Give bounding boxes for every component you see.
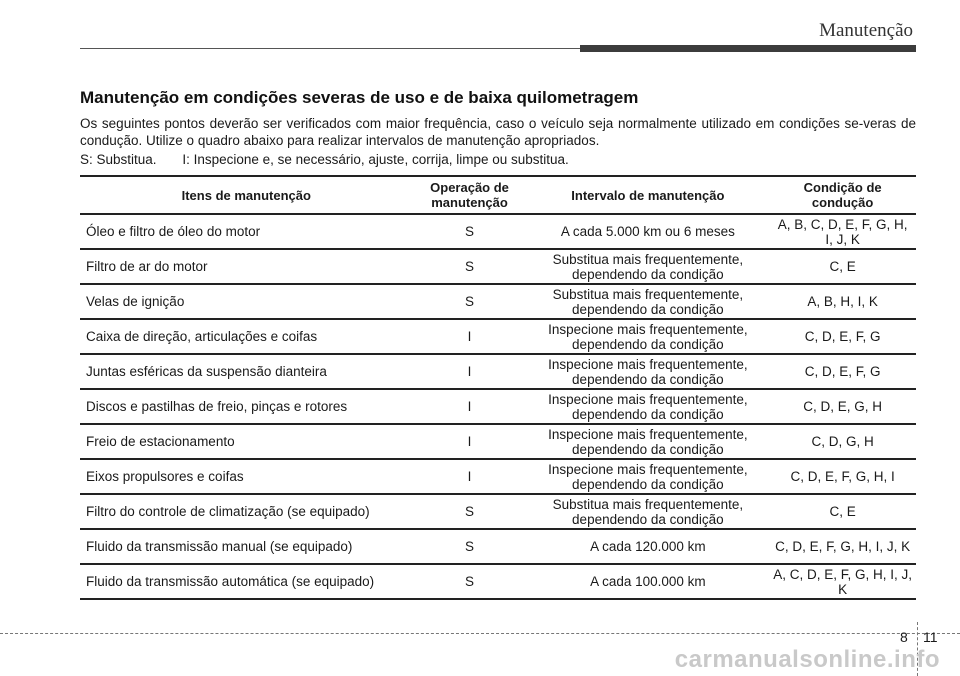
legend-substitute: S: Substitua. (80, 152, 157, 167)
cell-interval: Inspecione mais frequentemente, dependendo da condição (527, 389, 770, 424)
cell-operation: S (413, 494, 527, 529)
cell-condition: A, C, D, E, F, G, H, I, J, K (769, 564, 916, 599)
header-condition: Condição de condução (769, 176, 916, 214)
intro-paragraph: Os seguintes pontos deverão ser verificados com maior frequência, caso o veículo seja normalmente utilizado em condições se-veras de condução. Utilize o quadro abaixo para realizar intervalos de manutenção apropriados. (80, 116, 916, 148)
cell-interval: Inspecione mais frequentemente, dependendo da condição (527, 319, 770, 354)
cell-item: Eixos propulsores e coifas (80, 459, 413, 494)
cell-item: Fluido da transmissão automática (se equipado) (80, 564, 413, 599)
table-row (80, 389, 916, 424)
cell-operation: I (413, 319, 527, 354)
cell-interval: Substitua mais frequentemente, dependendo da condição (527, 249, 770, 284)
cell-condition: C, D, E, F, G (769, 319, 916, 354)
header-bar (580, 45, 916, 52)
cell-operation: S (413, 284, 527, 319)
table-row (80, 459, 916, 494)
cell-interval: Substitua mais frequentemente, dependendo da condição (527, 494, 770, 529)
header-rule (80, 48, 580, 49)
section-title: Manutenção em condições severas de uso e de baixa quilometragem (80, 88, 639, 107)
cell-operation: S (413, 564, 527, 599)
cell-item: Fluido da transmissão manual (se equipado) (80, 529, 413, 564)
table-row (80, 424, 916, 459)
cell-item: Velas de ignição (80, 284, 413, 319)
cell-condition: A, B, C, D, E, F, G, H, I, J, K (769, 214, 916, 249)
cell-interval: A cada 100.000 km (527, 564, 770, 599)
header-interval: Intervalo de manutenção (527, 176, 770, 214)
cell-operation: I (413, 389, 527, 424)
cell-condition: C, D, E, F, G, H, I, J, K (769, 529, 916, 564)
cell-operation: S (413, 529, 527, 564)
cell-condition: C, E (769, 249, 916, 284)
cell-interval: A cada 120.000 km (527, 529, 770, 564)
cell-condition: C, E (769, 494, 916, 529)
cell-interval: A cada 5.000 km ou 6 meses (527, 214, 770, 249)
cell-interval: Inspecione mais frequentemente, dependendo da condição (527, 424, 770, 459)
table-row (80, 284, 916, 319)
cell-condition: A, B, H, I, K (769, 284, 916, 319)
cell-operation: I (413, 459, 527, 494)
table-row (80, 564, 916, 599)
cell-condition: C, D, E, G, H (769, 389, 916, 424)
table-row (80, 494, 916, 529)
cell-item: Caixa de direção, articulações e coifas (80, 319, 413, 354)
section-content (80, 88, 916, 168)
cell-item: Filtro de ar do motor (80, 249, 413, 284)
cell-item: Filtro do controle de climatização (se equipado) (80, 494, 413, 529)
table-row (80, 249, 916, 284)
cell-condition: C, D, E, F, G (769, 354, 916, 389)
chapter-title: Manutenção (819, 20, 913, 41)
page-number: 11 (923, 629, 938, 645)
table-row (80, 354, 916, 389)
cell-condition: C, D, G, H (769, 424, 916, 459)
cell-item: Freio de estacionamento (80, 424, 413, 459)
header-operation: Operação de manutenção (413, 176, 527, 214)
cell-item: Discos e pastilhas de freio, pinças e rotores (80, 389, 413, 424)
maintenance-table (80, 175, 916, 600)
cell-operation: S (413, 249, 527, 284)
cell-condition: C, D, E, F, G, H, I (769, 459, 916, 494)
header-items: Itens de manutenção (80, 176, 413, 214)
cell-operation: I (413, 424, 527, 459)
cell-interval: Inspecione mais frequentemente, dependendo da condição (527, 459, 770, 494)
table-row (80, 319, 916, 354)
watermark: carmanualsonline.info (674, 646, 940, 673)
cell-item: Juntas esféricas da suspensão dianteira (80, 354, 413, 389)
legend-inspect: I: Inspecione e, se necessário, ajuste, corrija, limpe ou substitua. (182, 152, 569, 167)
cell-operation: S (413, 214, 527, 249)
table-header-row (80, 176, 916, 214)
cell-interval: Substitua mais frequentemente, dependendo da condição (527, 284, 770, 319)
legend (80, 151, 916, 168)
table-row (80, 529, 916, 564)
cell-interval: Inspecione mais frequentemente, dependendo da condição (527, 354, 770, 389)
table-row (80, 214, 916, 249)
cell-item: Óleo e filtro de óleo do motor (80, 214, 413, 249)
cell-operation: I (413, 354, 527, 389)
footer-dashed-rule (0, 633, 960, 634)
section-number: 8 (900, 629, 908, 645)
